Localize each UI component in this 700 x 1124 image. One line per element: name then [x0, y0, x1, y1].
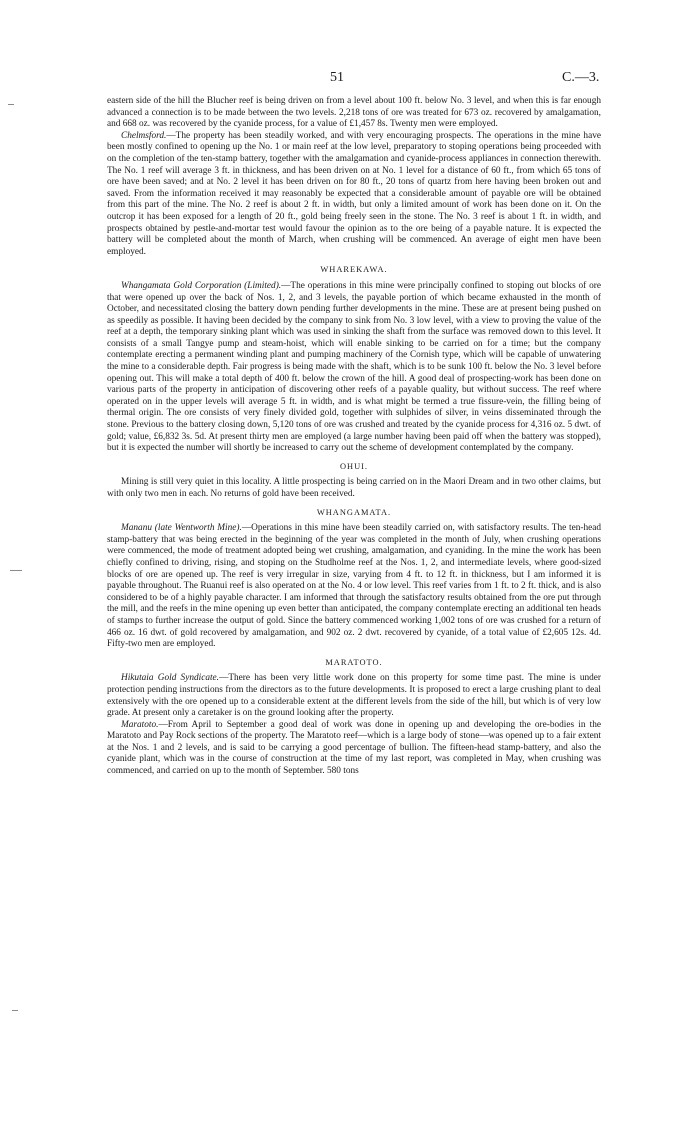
- margin-mark: [8, 104, 14, 105]
- mananu-text: —Operations in this mine have been steadily carried on, with satisfactory results. The ten-head stamp-battery that was being erected in the beginning of the year was completed in the month of July, when crushing operations were commenced, the mode of treatment adopted being wet crushing, amalgamation, and cyaniding. In the mine the work has been chiefly confined to driving, rising, and stoping on the Studholme reef at the Nos. 1, 2, and intermediate levels, where good-sized blocks of ore are opened up. The reef is very irregular in size, varying from 4 ft. to 12 ft. in thickness, but I am informed it is payable throughout. The Ruanui reef is also operated on at the No. 4 or low level. This reef varies from 1 ft. to 2 ft. thick, and is also considered to be of a highly payable character. I am informed that through the satisfactory results obtained from the ore put through the mill, and the reefs in the mine opening up even better than anticipated, the company contemplate erecting an additional ten heads of stamps to further increase the output of gold. Since the battery commenced working 1,002 tons of ore was crushed for a return of 466 oz. 16 dwt. of gold recovered by amalgamation, and 902 oz. 2 dwt. recovered by cyanide, of a total value of £2,605 12s. 4d. Fifty-two men are employed.: [107, 523, 601, 650]
- margin-mark: [12, 1010, 18, 1011]
- report-body: [107, 96, 601, 778]
- section-heading-ohui: OHUI.: [339, 461, 369, 471]
- document-code: C.—3.: [562, 70, 600, 85]
- hikutaia-text: —There has been very little work done on this property for some time past. The mine is under protection pending instructions from the directors as to the future developments. It is proposed to erect a large crushing plant to deal extensively with the ore opened up to a considerable extent at the different levels from the side of the hill, but which is of very low grade. At present only a caretaker is on the ground looking after the property.: [107, 673, 601, 719]
- chelmsford-title: Chelmsford.: [121, 130, 167, 141]
- whangamata-gold-corp-title: Whangamata Gold Corporation (Limited).: [121, 280, 282, 291]
- page-header: [0, 70, 700, 92]
- section-heading-whangamata: WHANGAMATA.: [316, 507, 392, 517]
- maratoto-text: —From April to September a good deal of work was done in opening up and developing the ore-bodies in the Maratoto and Pay Rock sections of the property. The Maratoto reef—which is a large body of stone—was opened up to a fair extent at the Nos. 1 and 2 levels, and is said to be carrying a good percentage of bullion. The fifteen-head stamp-battery, and also the cyanide plant, which was in the course of construction at the time of my last report, was completed in May, when crushing was commenced, and carried on up to the month of September. 580 tons: [107, 719, 601, 777]
- chelmsford-text: —The property has been steadily worked, and with very encouraging prospects. The operations in the mine have been mostly confined to opening up the No. 1 or main reef at the low level, preparatory to stoping operations being proceeded with on the completion of the ten-stamp battery, together with the amalgamation and cyanide-process appliances in connection therewith. The No. 1 reef will average 3 ft. in thickness, and has been driven on at No. 1 level for a distance of 60 ft., from which 65 tons of ore have been saved; and at No. 2 level it has been driven on for 80 ft., 20 tons of quartz from here having been broken out and saved. From the information received it may reasonably be expected that a considerable amount of payable ore will be obtained from this part of the mine. The No. 2 reef is about 2 ft. in width, but only a limited amount of work has been done on it. On the outcrop it has been exposed for a length of 20 ft., gold being freely seen in the stone. The No. 3 reef is about 1 ft. in width, and prospects obtained by pestle-and-mortar test would favour the opinion as to the ore being of a payable nature. It is expected the battery will be completed about the month of March, when crushing will be commenced. An average of eight men have been employed.: [107, 130, 601, 257]
- chelmsford-paragraph: [107, 131, 601, 259]
- hikutaia-paragraph: [107, 673, 601, 719]
- mananu-paragraph: [107, 523, 601, 651]
- mananu-title: Mananu (late Wentworth Mine).: [121, 523, 242, 534]
- ohui-paragraph: Mining is still very quiet in this locality. A little prospecting is being carried on in the Maori Dream and in two other claims, but with only two men in each. No returns of gold have been received.: [107, 477, 601, 499]
- maratoto-title: Maratoto.: [121, 719, 159, 730]
- hikutaia-title: Hikutaia Gold Syndicate.: [121, 673, 220, 684]
- section-heading-maratoto: MARATOTO.: [325, 657, 383, 667]
- intro-paragraph: eastern side of the hill the Blucher reef is being driven on from a level about 100 ft. below No. 3 level, and when this is far enough advanced a connection is to be made between the two levels. 2,218 tons of ore was treated for 673 oz. recovered by amalgamation, and 668 oz. was recovered by the cyanide process, for a value of £1,457 8s. Twenty men were employed.: [107, 96, 601, 130]
- margin-mark: [10, 570, 22, 571]
- page-number: 51: [330, 70, 344, 85]
- whangamata-gold-corp-text: —The operations in this mine were principally confined to stoping out blocks of ore that were opened up over the back of Nos. 1, 2, and 3 levels, the payable portion of which became exhausted in the month of October, and necessitated closing the battery down pending further developments in the mine. These are at present being pushed on as speedily as possible. It having been decided by the company to sink from No. 3 low level, with a view to proving the value of the reef at a depth, the temporary sinking plant which was used in sinking the shaft from the surface was removed down to this level. It consists of a small Tangye pump and steam-hoist, which will enable sinking to be carried on for a time; but the company contemplate erecting a permanent winding plant and pumping machinery of the Cornish type, which will be capable of unwatering the mine to a considerable depth. Fair progress is being made with the shaft, which is to be sunk 100 ft. below the No. 3 level before opening out. This will make a total depth of 400 ft. below the crown of the hill. A good deal of prospecting-work has been done on various parts of the property in anticipation of discovering other reefs of a payable quality, but without success. The reef where operated on in the upper levels will average 5 ft. in width, and is what might be termed a true fissure-vein, the filling being of thermal origin. The ore consists of very finely divided gold, together with sulphides of silver, in veins disseminated through the stone. Previous to the battery closing down, 5,120 tons of ore was crushed and treated by the cyanide process for 4,316 oz. 5 dwt. of gold; value, £6,832 3s. 5d. At present thirty men are employed (a large number having been paid off when the battery was stopped), but it is expected the number will shortly be increased to carry out the scheme of development contemplated by the company.: [107, 280, 601, 454]
- section-heading-wharekawa: WHAREKAWA.: [320, 265, 388, 275]
- maratoto-paragraph: [107, 720, 601, 778]
- whangamata-gold-corp-paragraph: [107, 281, 601, 455]
